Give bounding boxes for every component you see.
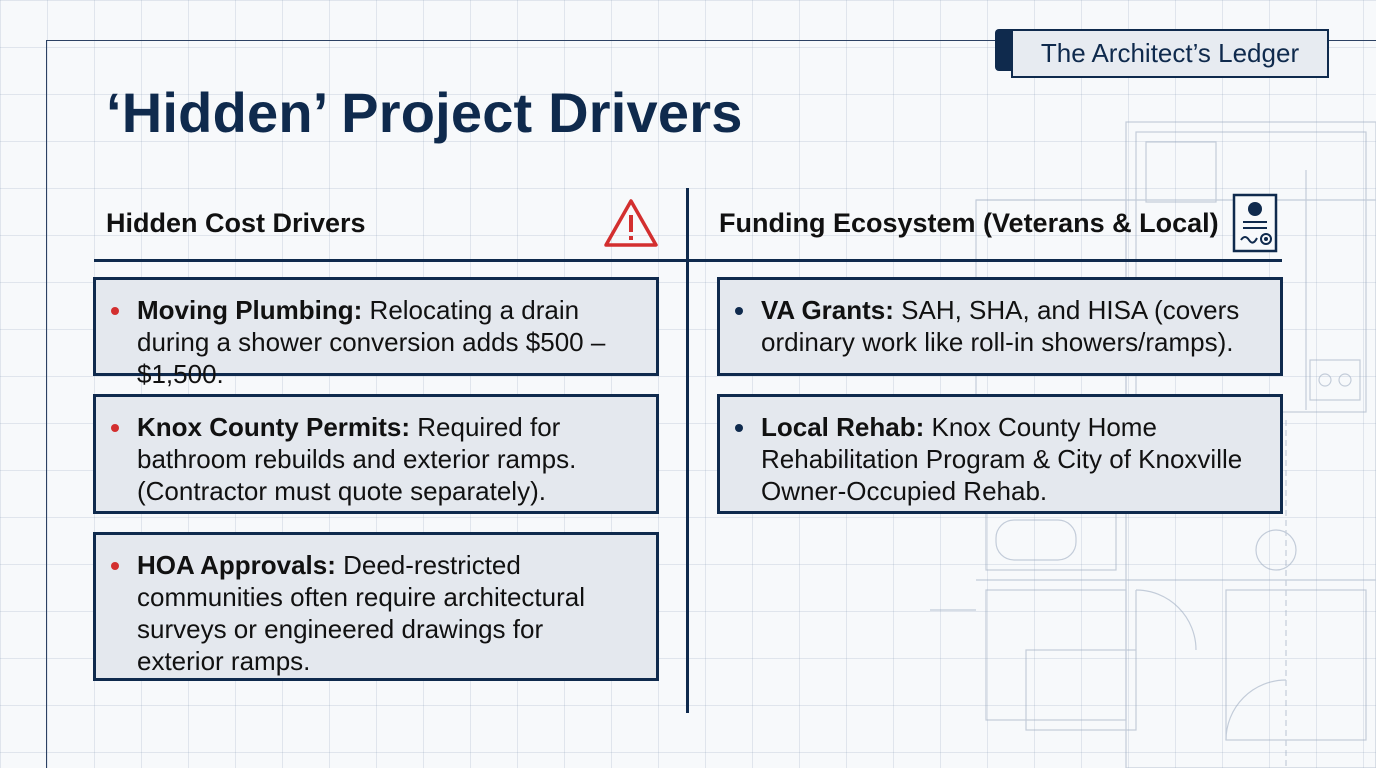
bullet-dot xyxy=(111,562,119,570)
bullet-dot xyxy=(735,424,743,432)
column-divider xyxy=(686,188,689,713)
page-title: ‘Hidden’ Project Drivers xyxy=(106,81,743,144)
hidden-cost-drivers-heading: Hidden Cost Drivers xyxy=(106,208,366,238)
bullet-dot xyxy=(111,307,119,315)
card-text: Knox County Home Rehabilitation Program & City of Knoxville Owner-Occupied Rehab. xyxy=(761,412,1243,506)
card-term: Knox County Permits: xyxy=(137,412,411,442)
brand-label: The Architect’s Ledger xyxy=(1011,29,1329,78)
card-hoa-approvals xyxy=(93,532,659,681)
right-heading-rule xyxy=(689,259,1282,262)
card-text: SAH, SHA, and HISA (covers ordinary work like roll-in showers/ramps). xyxy=(761,295,1240,357)
brand-tag xyxy=(995,29,1331,80)
card-va-grants xyxy=(717,277,1283,376)
card-text: Relocating a drain during a shower conversion adds $500 – $1,500. xyxy=(137,295,606,389)
certificate-document-icon xyxy=(1231,192,1279,254)
bullet-dot xyxy=(735,307,743,315)
funding-ecosystem-heading: Funding Ecosystem (Veterans & Local) xyxy=(719,208,1219,238)
card-text: Required for bathroom rebuilds and exterior ramps. (Contractor must quote separately). xyxy=(137,412,577,506)
card-term: Moving Plumbing: xyxy=(137,295,363,325)
card-moving-plumbing xyxy=(93,277,659,389)
card-term: Local Rehab: xyxy=(761,412,925,442)
card-local-rehab xyxy=(717,394,1283,514)
card-term: HOA Approvals: xyxy=(137,550,336,580)
left-heading-rule xyxy=(94,259,686,262)
card-term: VA Grants: xyxy=(761,295,894,325)
card-text: Deed-restricted communities often require architectural surveys or engineered drawings for exterior ramps. xyxy=(137,550,585,676)
card-knox-county-permits xyxy=(93,394,659,514)
bullet-dot xyxy=(111,424,119,432)
warning-triangle-icon xyxy=(603,197,659,249)
